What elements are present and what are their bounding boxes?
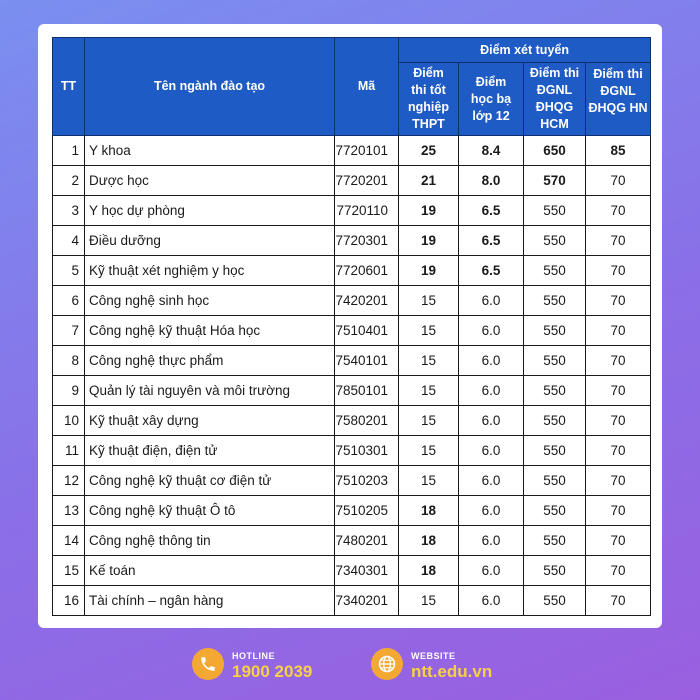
cell-hcm: 550 xyxy=(524,256,586,286)
globe-icon xyxy=(371,648,403,680)
cell-code: 7580201 xyxy=(335,406,399,436)
cell-hocba: 6.5 xyxy=(459,196,524,226)
cell-tt: 8 xyxy=(53,346,85,376)
header-thpt-line: nghiệp xyxy=(408,100,449,114)
cell-hn: 70 xyxy=(586,466,651,496)
cell-thpt: 18 xyxy=(399,556,459,586)
cell-hocba: 6.0 xyxy=(459,496,524,526)
cell-hocba: 6.0 xyxy=(459,376,524,406)
cell-hocba: 6.0 xyxy=(459,586,524,616)
cell-code: 7340301 xyxy=(335,556,399,586)
cell-hcm: 550 xyxy=(524,526,586,556)
cell-thpt: 15 xyxy=(399,586,459,616)
cell-name: Điều dưỡng xyxy=(85,226,335,256)
cell-tt: 15 xyxy=(53,556,85,586)
cell-hcm: 550 xyxy=(524,316,586,346)
header-hcm-line: ĐHQG xyxy=(535,100,574,114)
header-hcm-line: ĐGNL xyxy=(536,83,573,97)
table-row xyxy=(53,556,651,586)
cell-name: Y khoa xyxy=(85,136,335,166)
header-hocba xyxy=(459,63,524,136)
phone-icon xyxy=(192,648,224,680)
cell-tt: 2 xyxy=(53,166,85,196)
cell-tt: 3 xyxy=(53,196,85,226)
table-body xyxy=(53,136,651,616)
cell-code: 7720110 xyxy=(335,196,399,226)
table-row xyxy=(53,226,651,256)
cell-code: 7720601 xyxy=(335,256,399,286)
cell-tt: 9 xyxy=(53,376,85,406)
table-row xyxy=(53,136,651,166)
cell-hn: 70 xyxy=(586,286,651,316)
header-hocba-line: Điểm xyxy=(475,74,507,89)
cell-thpt: 18 xyxy=(399,496,459,526)
cell-hocba: 8.4 xyxy=(459,136,524,166)
website-label: WEBSITE xyxy=(411,651,456,661)
cell-thpt: 15 xyxy=(399,406,459,436)
cell-name: Kế toán xyxy=(85,556,335,586)
cell-hn: 70 xyxy=(586,316,651,346)
header-hn-line: ĐHQG HN xyxy=(588,101,648,115)
cell-hcm: 550 xyxy=(524,376,586,406)
cell-code: 7510401 xyxy=(335,316,399,346)
cell-code: 7720101 xyxy=(335,136,399,166)
table-row xyxy=(53,406,651,436)
cell-name: Kỹ thuật xét nghiệm y học xyxy=(85,256,335,286)
hotline-number[interactable]: 1900 2039 xyxy=(232,662,313,681)
cell-hocba: 8.0 xyxy=(459,166,524,196)
cell-hcm: 550 xyxy=(524,586,586,616)
cell-code: 7510205 xyxy=(335,496,399,526)
admission-score-card xyxy=(38,24,662,628)
header-hn-line: Điểm thi xyxy=(593,67,643,81)
header-dgnl-hcm xyxy=(524,63,586,136)
header-hocba-line: lớp 12 xyxy=(472,108,510,123)
cell-tt: 1 xyxy=(53,136,85,166)
cell-thpt: 21 xyxy=(399,166,459,196)
header-thpt-line: THPT xyxy=(412,117,445,131)
cell-name: Y học dự phòng xyxy=(85,196,335,226)
cell-thpt: 15 xyxy=(399,316,459,346)
table-row xyxy=(53,466,651,496)
cell-thpt: 19 xyxy=(399,256,459,286)
cell-thpt: 19 xyxy=(399,196,459,226)
cell-hocba: 6.0 xyxy=(459,526,524,556)
cell-name: Công nghệ kỹ thuật Ô tô xyxy=(85,496,335,526)
cell-name: Quản lý tài nguyên và môi trường xyxy=(85,376,335,406)
cell-hn: 70 xyxy=(586,526,651,556)
table-row xyxy=(53,376,651,406)
cell-hocba: 6.0 xyxy=(459,556,524,586)
cell-code: 7540101 xyxy=(335,346,399,376)
cell-hcm: 550 xyxy=(524,226,586,256)
cell-hocba: 6.0 xyxy=(459,406,524,436)
admission-score-table xyxy=(52,37,651,616)
cell-thpt: 19 xyxy=(399,226,459,256)
table-row xyxy=(53,196,651,226)
table-row xyxy=(53,286,651,316)
cell-code: 7720301 xyxy=(335,226,399,256)
cell-name: Kỹ thuật xây dựng xyxy=(85,406,335,436)
cell-hn: 85 xyxy=(586,136,651,166)
cell-tt: 6 xyxy=(53,286,85,316)
cell-thpt: 15 xyxy=(399,466,459,496)
cell-thpt: 15 xyxy=(399,376,459,406)
header-thpt-line: Điểm xyxy=(413,66,444,80)
cell-tt: 13 xyxy=(53,496,85,526)
header-name: Tên ngành đào tạo xyxy=(85,38,335,136)
cell-tt: 10 xyxy=(53,406,85,436)
header-thpt xyxy=(399,63,459,136)
cell-hcm: 550 xyxy=(524,556,586,586)
table-row xyxy=(53,526,651,556)
cell-hn: 70 xyxy=(586,406,651,436)
cell-name: Công nghệ kỹ thuật Hóa học xyxy=(85,316,335,346)
cell-hcm: 550 xyxy=(524,436,586,466)
cell-hn: 70 xyxy=(586,256,651,286)
cell-hcm: 550 xyxy=(524,406,586,436)
table-row xyxy=(53,436,651,466)
cell-thpt: 18 xyxy=(399,526,459,556)
cell-hcm: 550 xyxy=(524,286,586,316)
table-row xyxy=(53,316,651,346)
cell-code: 7720201 xyxy=(335,166,399,196)
cell-tt: 7 xyxy=(53,316,85,346)
cell-hocba: 6.0 xyxy=(459,316,524,346)
cell-thpt: 15 xyxy=(399,346,459,376)
cell-hcm: 550 xyxy=(524,466,586,496)
cell-tt: 5 xyxy=(53,256,85,286)
cell-hn: 70 xyxy=(586,166,651,196)
cell-code: 7510301 xyxy=(335,436,399,466)
cell-tt: 12 xyxy=(53,466,85,496)
table-row xyxy=(53,256,651,286)
cell-hocba: 6.0 xyxy=(459,346,524,376)
cell-hn: 70 xyxy=(586,196,651,226)
cell-hocba: 6.5 xyxy=(459,226,524,256)
cell-name: Tài chính – ngân hàng xyxy=(85,586,335,616)
cell-tt: 16 xyxy=(53,586,85,616)
cell-hn: 70 xyxy=(586,436,651,466)
cell-hcm: 550 xyxy=(524,496,586,526)
header-hn-line: ĐGNL xyxy=(600,84,636,98)
cell-hn: 70 xyxy=(586,376,651,406)
cell-hocba: 6.0 xyxy=(459,436,524,466)
website-link[interactable]: ntt.edu.vn xyxy=(411,662,493,681)
table-row xyxy=(53,496,651,526)
cell-name: Dược học xyxy=(85,166,335,196)
cell-tt: 4 xyxy=(53,226,85,256)
cell-name: Kỹ thuật điện, điện tử xyxy=(85,436,335,466)
cell-hcm: 650 xyxy=(524,136,586,166)
cell-hocba: 6.5 xyxy=(459,256,524,286)
cell-name: Công nghệ thực phẩm xyxy=(85,346,335,376)
cell-hocba: 6.0 xyxy=(459,466,524,496)
footer xyxy=(0,646,700,686)
header-dgnl-hn xyxy=(586,63,651,136)
cell-thpt: 25 xyxy=(399,136,459,166)
cell-hocba: 6.0 xyxy=(459,286,524,316)
cell-hn: 70 xyxy=(586,496,651,526)
cell-code: 7510203 xyxy=(335,466,399,496)
cell-name: Công nghệ sinh học xyxy=(85,286,335,316)
cell-hcm: 550 xyxy=(524,196,586,226)
header-hcm-line: HCM xyxy=(540,117,569,131)
table-row xyxy=(53,166,651,196)
header-thpt-line: thi tốt xyxy=(411,83,446,97)
cell-tt: 14 xyxy=(53,526,85,556)
header-hocba-line: học bạ xyxy=(470,91,512,106)
cell-name: Công nghệ kỹ thuật cơ điện tử xyxy=(85,466,335,496)
header-hcm-line: Điểm thi xyxy=(529,66,580,80)
header-tt: TT xyxy=(53,38,85,136)
cell-name: Công nghệ thông tin xyxy=(85,526,335,556)
cell-thpt: 15 xyxy=(399,436,459,466)
cell-hcm: 570 xyxy=(524,166,586,196)
cell-hn: 70 xyxy=(586,226,651,256)
table-row xyxy=(53,346,651,376)
cell-thpt: 15 xyxy=(399,286,459,316)
table-row xyxy=(53,586,651,616)
cell-hn: 70 xyxy=(586,586,651,616)
cell-hn: 70 xyxy=(586,556,651,586)
cell-hn: 70 xyxy=(586,346,651,376)
header-code: Mã xyxy=(335,38,399,136)
cell-code: 7340201 xyxy=(335,586,399,616)
cell-code: 7850101 xyxy=(335,376,399,406)
hotline-label: HOTLINE xyxy=(232,651,275,661)
cell-hcm: 550 xyxy=(524,346,586,376)
cell-tt: 11 xyxy=(53,436,85,466)
header-score-group: Điểm xét tuyển xyxy=(399,38,651,63)
cell-code: 7480201 xyxy=(335,526,399,556)
cell-code: 7420201 xyxy=(335,286,399,316)
